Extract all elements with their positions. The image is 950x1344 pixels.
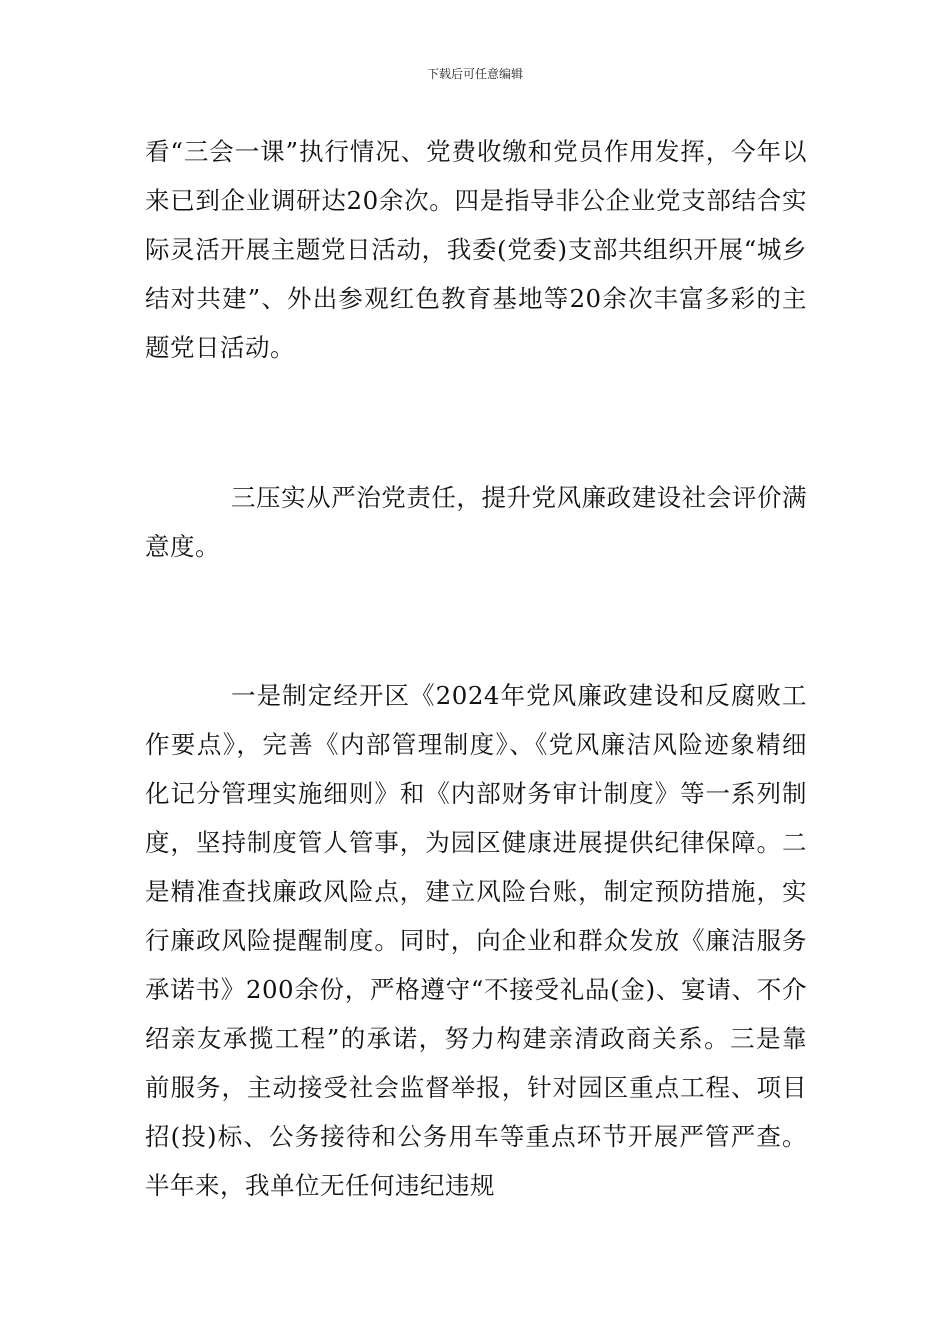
paragraph-1: 看“三会一课”执行情况、党费收缴和党员作用发挥，今年以来已到企业调研达20余次。四是指导非公企业党支部结合实际灵活开展主题党日活动，我委(党委)支部共组织开展“城乡结对共建”、外出参观红色教育基地等20余次丰富多彩的主题党日活动。 [145,137,807,362]
paragraph-2-section-heading: 三压实从严治党责任，提升党风廉政建设社会评价满意度。 [145,483,807,561]
page-header: 下载后可任意编辑 [426,67,523,81]
paragraph-3: 一是制定经开区《2024年党风廉政建设和反腐败工作要点》，完善《内部管理制度》、《党风廉洁风险迹象精细化记分管理实施细则》和《内部财务审计制度》等一系列制度，坚持制度管人管事，为园区健康进展提供纪律保障。二是精准查找廉政风险点，建立风险台账，制定预防措施，实行廉政风险提醒制度。同时，向企业和群众发放《廉洁服务承诺书》200余份，严格遵守“不接受礼品(金)、宴请、不介绍亲友承揽工程”的承诺，努力构建亲清政商关系。三是靠前服务，主动接受社会监督举报，针对园区重点工程、项目招(投)标、公务接待和公务用车等重点环节开展严管严查。半年来，我单位无任何违纪违规 [145,681,807,1200]
